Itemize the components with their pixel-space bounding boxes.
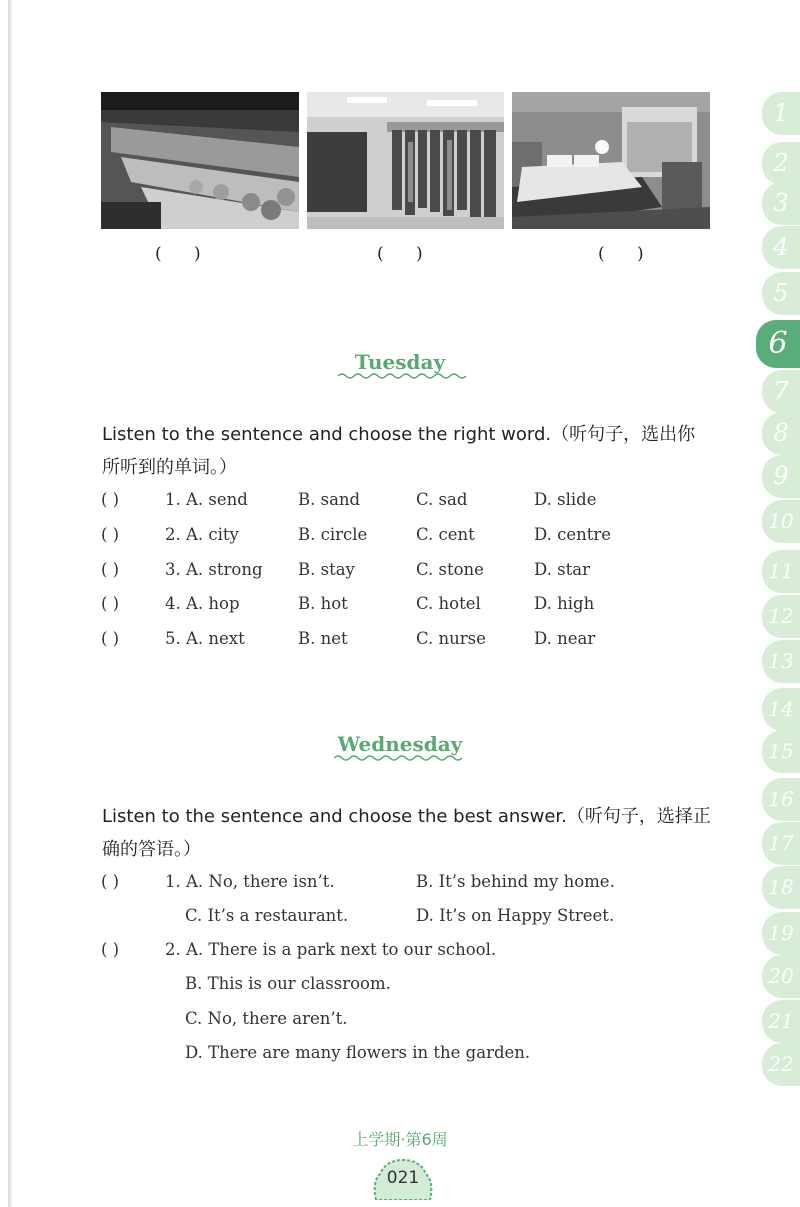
- chapter-tab-11[interactable]: 11: [762, 550, 800, 593]
- option-c: C. nurse: [416, 629, 486, 648]
- option-a: 1. A. send: [165, 490, 248, 509]
- option-d: D. slide: [534, 490, 597, 509]
- option-c: C. sad: [416, 490, 468, 509]
- answer-blank[interactable]: ( ): [101, 525, 120, 544]
- chapter-tab-3[interactable]: 3: [762, 182, 800, 225]
- chapter-tab-19[interactable]: 19: [762, 912, 800, 955]
- tuesday-instruction: Listen to the sentence and choose the right word.（听句子，选出你所听到的单词。）: [102, 424, 696, 478]
- option-c: C. It’s a restaurant.: [185, 906, 349, 925]
- clothing-store-photo: [307, 92, 504, 229]
- answer-blank[interactable]: ( ): [101, 490, 120, 509]
- tuesday-heading: Tuesday: [354, 350, 446, 374]
- chapter-tab-9[interactable]: 9: [762, 455, 800, 498]
- option-b: B. hot: [298, 594, 348, 613]
- chapter-tab-22[interactable]: 22: [762, 1043, 800, 1086]
- chapter-tab-4[interactable]: 4: [762, 226, 800, 269]
- tuesday-wave-underline: [338, 372, 470, 380]
- answer-blank[interactable]: ( ): [101, 629, 120, 648]
- book-spine-shadow: [8, 0, 12, 1207]
- option-b: B. stay: [298, 560, 355, 579]
- option-a: 2. A. city: [165, 525, 239, 544]
- option-d: D. near: [534, 629, 596, 648]
- photo-answer-blank-2[interactable]: ( ): [377, 244, 423, 264]
- option-b: B. This is our classroom.: [185, 974, 391, 993]
- chapter-tab-16[interactable]: 16: [762, 778, 800, 821]
- chapter-tab-15[interactable]: 15: [762, 730, 800, 773]
- answer-blank[interactable]: ( ): [101, 940, 120, 959]
- chapter-tab-10[interactable]: 10: [762, 500, 800, 543]
- footer-section-label: 上学期·第6周: [352, 1130, 448, 1149]
- option-c: C. stone: [416, 560, 484, 579]
- chapter-tab-5[interactable]: 5: [762, 272, 800, 315]
- chapter-tab-14[interactable]: 14: [762, 688, 800, 731]
- chapter-tab-13[interactable]: 13: [762, 640, 800, 683]
- answer-blank[interactable]: ( ): [101, 594, 120, 613]
- answer-blank[interactable]: ( ): [101, 560, 120, 579]
- option-d: D. star: [534, 560, 590, 579]
- page-number: 021: [386, 1168, 420, 1188]
- option-d: D. high: [534, 594, 595, 613]
- chapter-tab-12[interactable]: 12: [762, 595, 800, 638]
- answer-blank[interactable]: ( ): [101, 872, 120, 891]
- chapter-tab-17[interactable]: 17: [762, 822, 800, 865]
- chapter-tab-8[interactable]: 8: [762, 412, 800, 455]
- option-a: 5. A. next: [165, 629, 245, 648]
- option-c: C. hotel: [416, 594, 481, 613]
- chapter-tab-6-active[interactable]: 6: [756, 320, 800, 368]
- wednesday-wave-underline: [334, 754, 466, 762]
- option-a: 3. A. strong: [165, 560, 263, 579]
- option-b: B. sand: [298, 490, 361, 509]
- option-a: 4. A. hop: [165, 594, 240, 613]
- wednesday-instruction: Listen to the sentence and choose the best answer.（听句子，选择正确的答语。）: [102, 806, 711, 860]
- chapter-tab-18[interactable]: 18: [762, 866, 800, 909]
- option-d: D. centre: [534, 525, 612, 544]
- option-a: 1. A. No, there isn’t.: [165, 872, 335, 891]
- option-b: B. It’s behind my home.: [416, 872, 615, 891]
- wednesday-heading: Wednesday: [337, 732, 463, 756]
- hotel-room-photo: [512, 92, 710, 229]
- photo-answer-blank-3[interactable]: ( ): [598, 244, 644, 264]
- chapter-tab-20[interactable]: 20: [762, 955, 800, 998]
- option-c: C. cent: [416, 525, 475, 544]
- option-c: C. No, there aren’t.: [185, 1009, 348, 1028]
- option-b: B. circle: [298, 525, 368, 544]
- option-b: B. net: [298, 629, 348, 648]
- chapter-tab-21[interactable]: 21: [762, 1000, 800, 1043]
- chapter-tab-7[interactable]: 7: [762, 370, 800, 413]
- option-a: 2. A. There is a park next to our school.: [165, 940, 497, 959]
- chapter-tab-2[interactable]: 2: [762, 142, 800, 185]
- bakery-photo: [101, 92, 299, 229]
- photo-answer-blank-1[interactable]: ( ): [155, 244, 201, 264]
- option-d: D. There are many flowers in the garden.: [185, 1043, 531, 1062]
- option-d: D. It’s on Happy Street.: [416, 906, 615, 925]
- chapter-tab-1[interactable]: 1: [762, 92, 800, 135]
